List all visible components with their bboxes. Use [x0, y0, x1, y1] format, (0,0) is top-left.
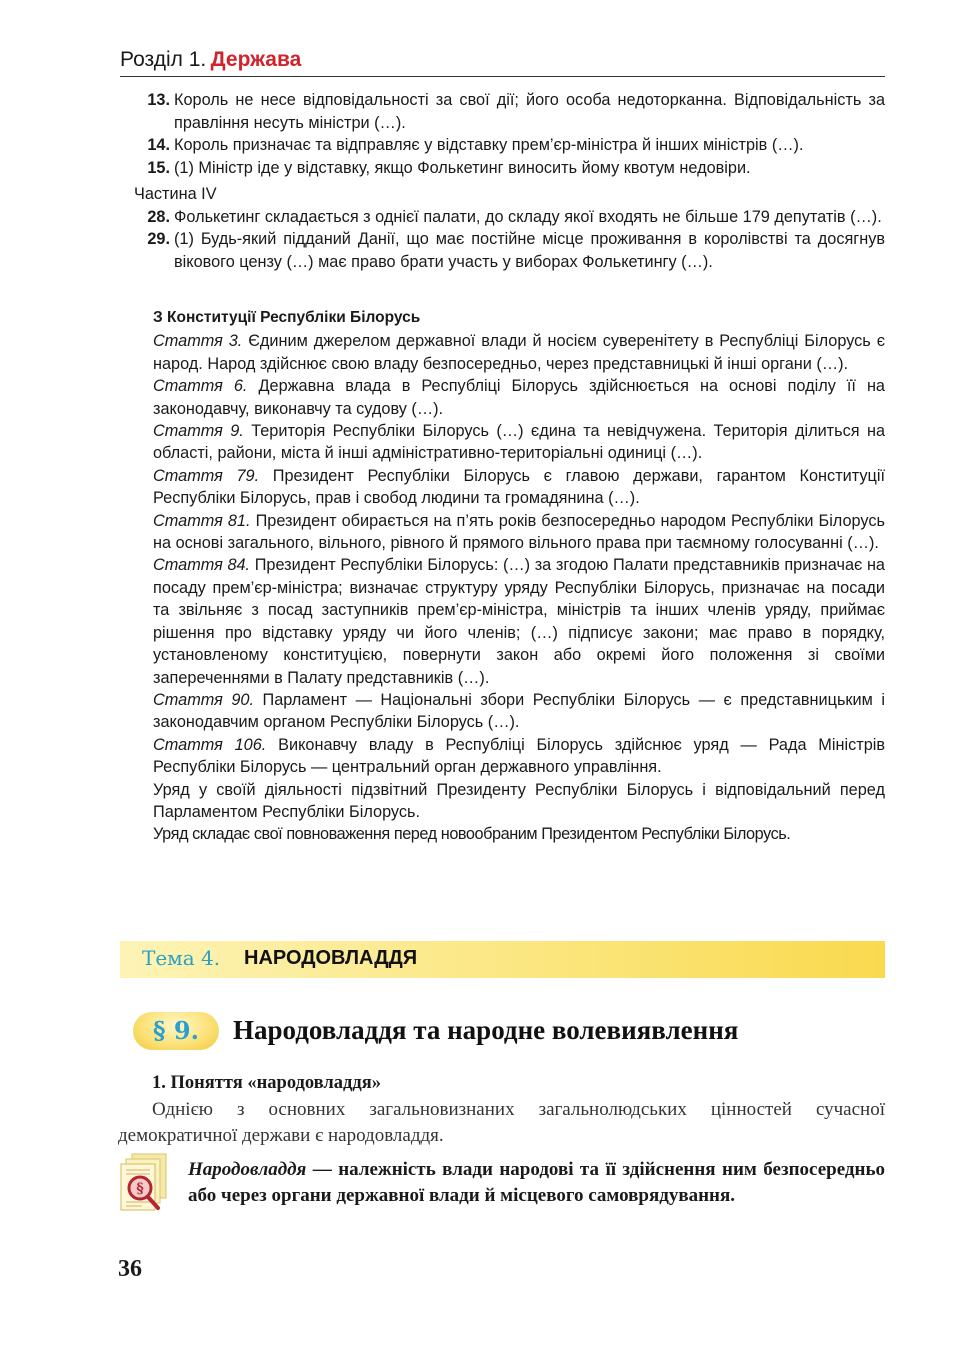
article-label: Стаття 6. [153, 377, 248, 396]
definition-term: Народовладдя [188, 1159, 307, 1180]
article-label: Стаття 3. [153, 332, 243, 351]
article-item [120, 157, 885, 180]
article-label: Стаття 9. [153, 422, 244, 441]
topic-banner [120, 941, 885, 978]
article-item [120, 228, 885, 273]
page-number: 36 [118, 1256, 142, 1282]
article-number: 13. [147, 91, 170, 109]
excerpt-article [153, 375, 885, 420]
topic-title: НАРОДОВЛАДДЯ [244, 947, 418, 969]
header-title: Держава [210, 48, 302, 71]
subsection-title: 1. Поняття «народовладдя» [152, 1073, 382, 1093]
denmark-articles [120, 89, 885, 273]
article-label: Стаття 81. [153, 511, 251, 530]
topic-label: Тема 4. [142, 946, 221, 970]
article-text: Державна влада в Республіці Білорусь здійснюється на основі поділу її на законодавчу, виконавчу та судову (…). [153, 377, 885, 418]
article-text: Парламент — Національні збори Республіки Білорусь — є представницьким і законодавчим органом Республіки Білорусь (…). [153, 690, 885, 732]
article-text: (1) Будь-який підданий Данії, що має постійне місце проживання в королівстві та досягнув вікового цензу (…) має право брати участь у виборах Фолькетингу (…). [174, 230, 885, 271]
article-text: (1) Міністр іде у відставку, якщо Фолькетинг виносить йому квотум недовіри. [174, 158, 751, 177]
excerpt-paragraph: Уряд складає свої повноваження перед новообраним Президентом Республіки Білорусь. [153, 825, 791, 844]
article-text: Виконавчу владу в Республіці Білорусь здійснює уряд — Рада Міністрів Республіки Білорусь — центральний орган державного управління. [153, 735, 886, 777]
article-number: 15. [147, 158, 170, 177]
part-label: Частина IV [134, 185, 217, 203]
excerpt-article [153, 734, 885, 779]
excerpt-article [153, 689, 885, 734]
subsection-text: Однією з основних загальновизнаних загальнолюдських цінностей сучасної демократичної держави є народовладдя. [118, 1099, 885, 1146]
article-label: Стаття 79. [153, 466, 260, 485]
excerpt-article [153, 554, 885, 688]
article-text: Територія Республіки Білорусь (…) єдина та невідчужена. Територія ділиться на області, райони, міста й інші адміністративно-територіальні одиниці (…). [153, 422, 885, 463]
belarus-constitution-excerpt [153, 307, 885, 846]
article-number: 29. [147, 230, 170, 248]
definition-document-icon [120, 1153, 175, 1215]
article-item [120, 89, 885, 134]
article-label: Стаття 84. [153, 556, 251, 575]
section-badge [133, 1012, 219, 1050]
section-badge-text: § 9. [153, 1016, 199, 1045]
article-label: Стаття 106. [153, 735, 267, 754]
definition-text: — належність влади народові та її здійснення ним безпосередньо або через органи державної влади й місцевого самоврядування. [188, 1159, 885, 1206]
definition-block [188, 1157, 885, 1209]
article-number: 28. [147, 207, 170, 226]
section-title: Народовладдя та народне волевиявлення [233, 1015, 739, 1045]
excerpt-article [153, 510, 885, 555]
article-text: Фолькетинг складається з однієї палати, до складу якої входять не більше 179 депутатів (…). [174, 207, 882, 226]
article-number: 14. [147, 136, 170, 154]
article-text: Президент Республіки Білорусь є главою держави, гарантом Конституції Республіки Білорусь, прав і свобод людини та громадянина (…). [153, 466, 885, 508]
header-section: Розділ 1. [120, 48, 207, 71]
article-item [120, 206, 885, 229]
excerpt-article [153, 330, 885, 375]
article-text: Єдиним джерелом державної влади й носієм суверенітету в Республіці Білорусь є народ. Народ здійснює свою владу безпосередньо, через представницькі й інші органи (…). [153, 332, 885, 373]
excerpt-title: З Конституції Республіки Білорусь [153, 309, 421, 326]
article-item [120, 134, 885, 157]
article-label: Стаття 90. [153, 690, 254, 709]
excerpt-article [153, 420, 885, 465]
excerpt-paragraph: Уряд у своїй діяльності підзвітний Президенту Республіки Білорусь і відповідальний перед Парламентом Республіки Білорусь. [153, 780, 885, 821]
article-text: Король призначає та відправляє у відставку прем’єр-міністра й інших міністрів (…). [174, 136, 804, 154]
article-text: Король не несе відповідальності за свої дії; його особа недоторканна. Відповідальність за правління несуть міністри (…). [174, 91, 885, 132]
page-header [120, 46, 885, 77]
article-text: Президент Республіки Білорусь: (…) за згодою Палати представників призначає на посаду прем’єр-міністра; визначає структуру уряду Республіки Білорусь, призначає на посади та звільняє з посад заступників прем’єр-міністра, міністрів та інших членів уряду, приймає рішення про відставку уряду чи його членів; (…) підписує закони; має право в порядку, установленому конституцією, повернути закон або окремі його положення зі своїми запереченнями в Палату представників (…). [153, 556, 885, 687]
article-text: Президент обирається на п’ять років безпосередньо народом Республіки Білорусь на основі загального, вільного, рівного й прямого вільного права при таємному голосуванні (…). [153, 511, 885, 553]
svg-text:§: § [136, 1181, 144, 1197]
excerpt-article [153, 465, 885, 510]
